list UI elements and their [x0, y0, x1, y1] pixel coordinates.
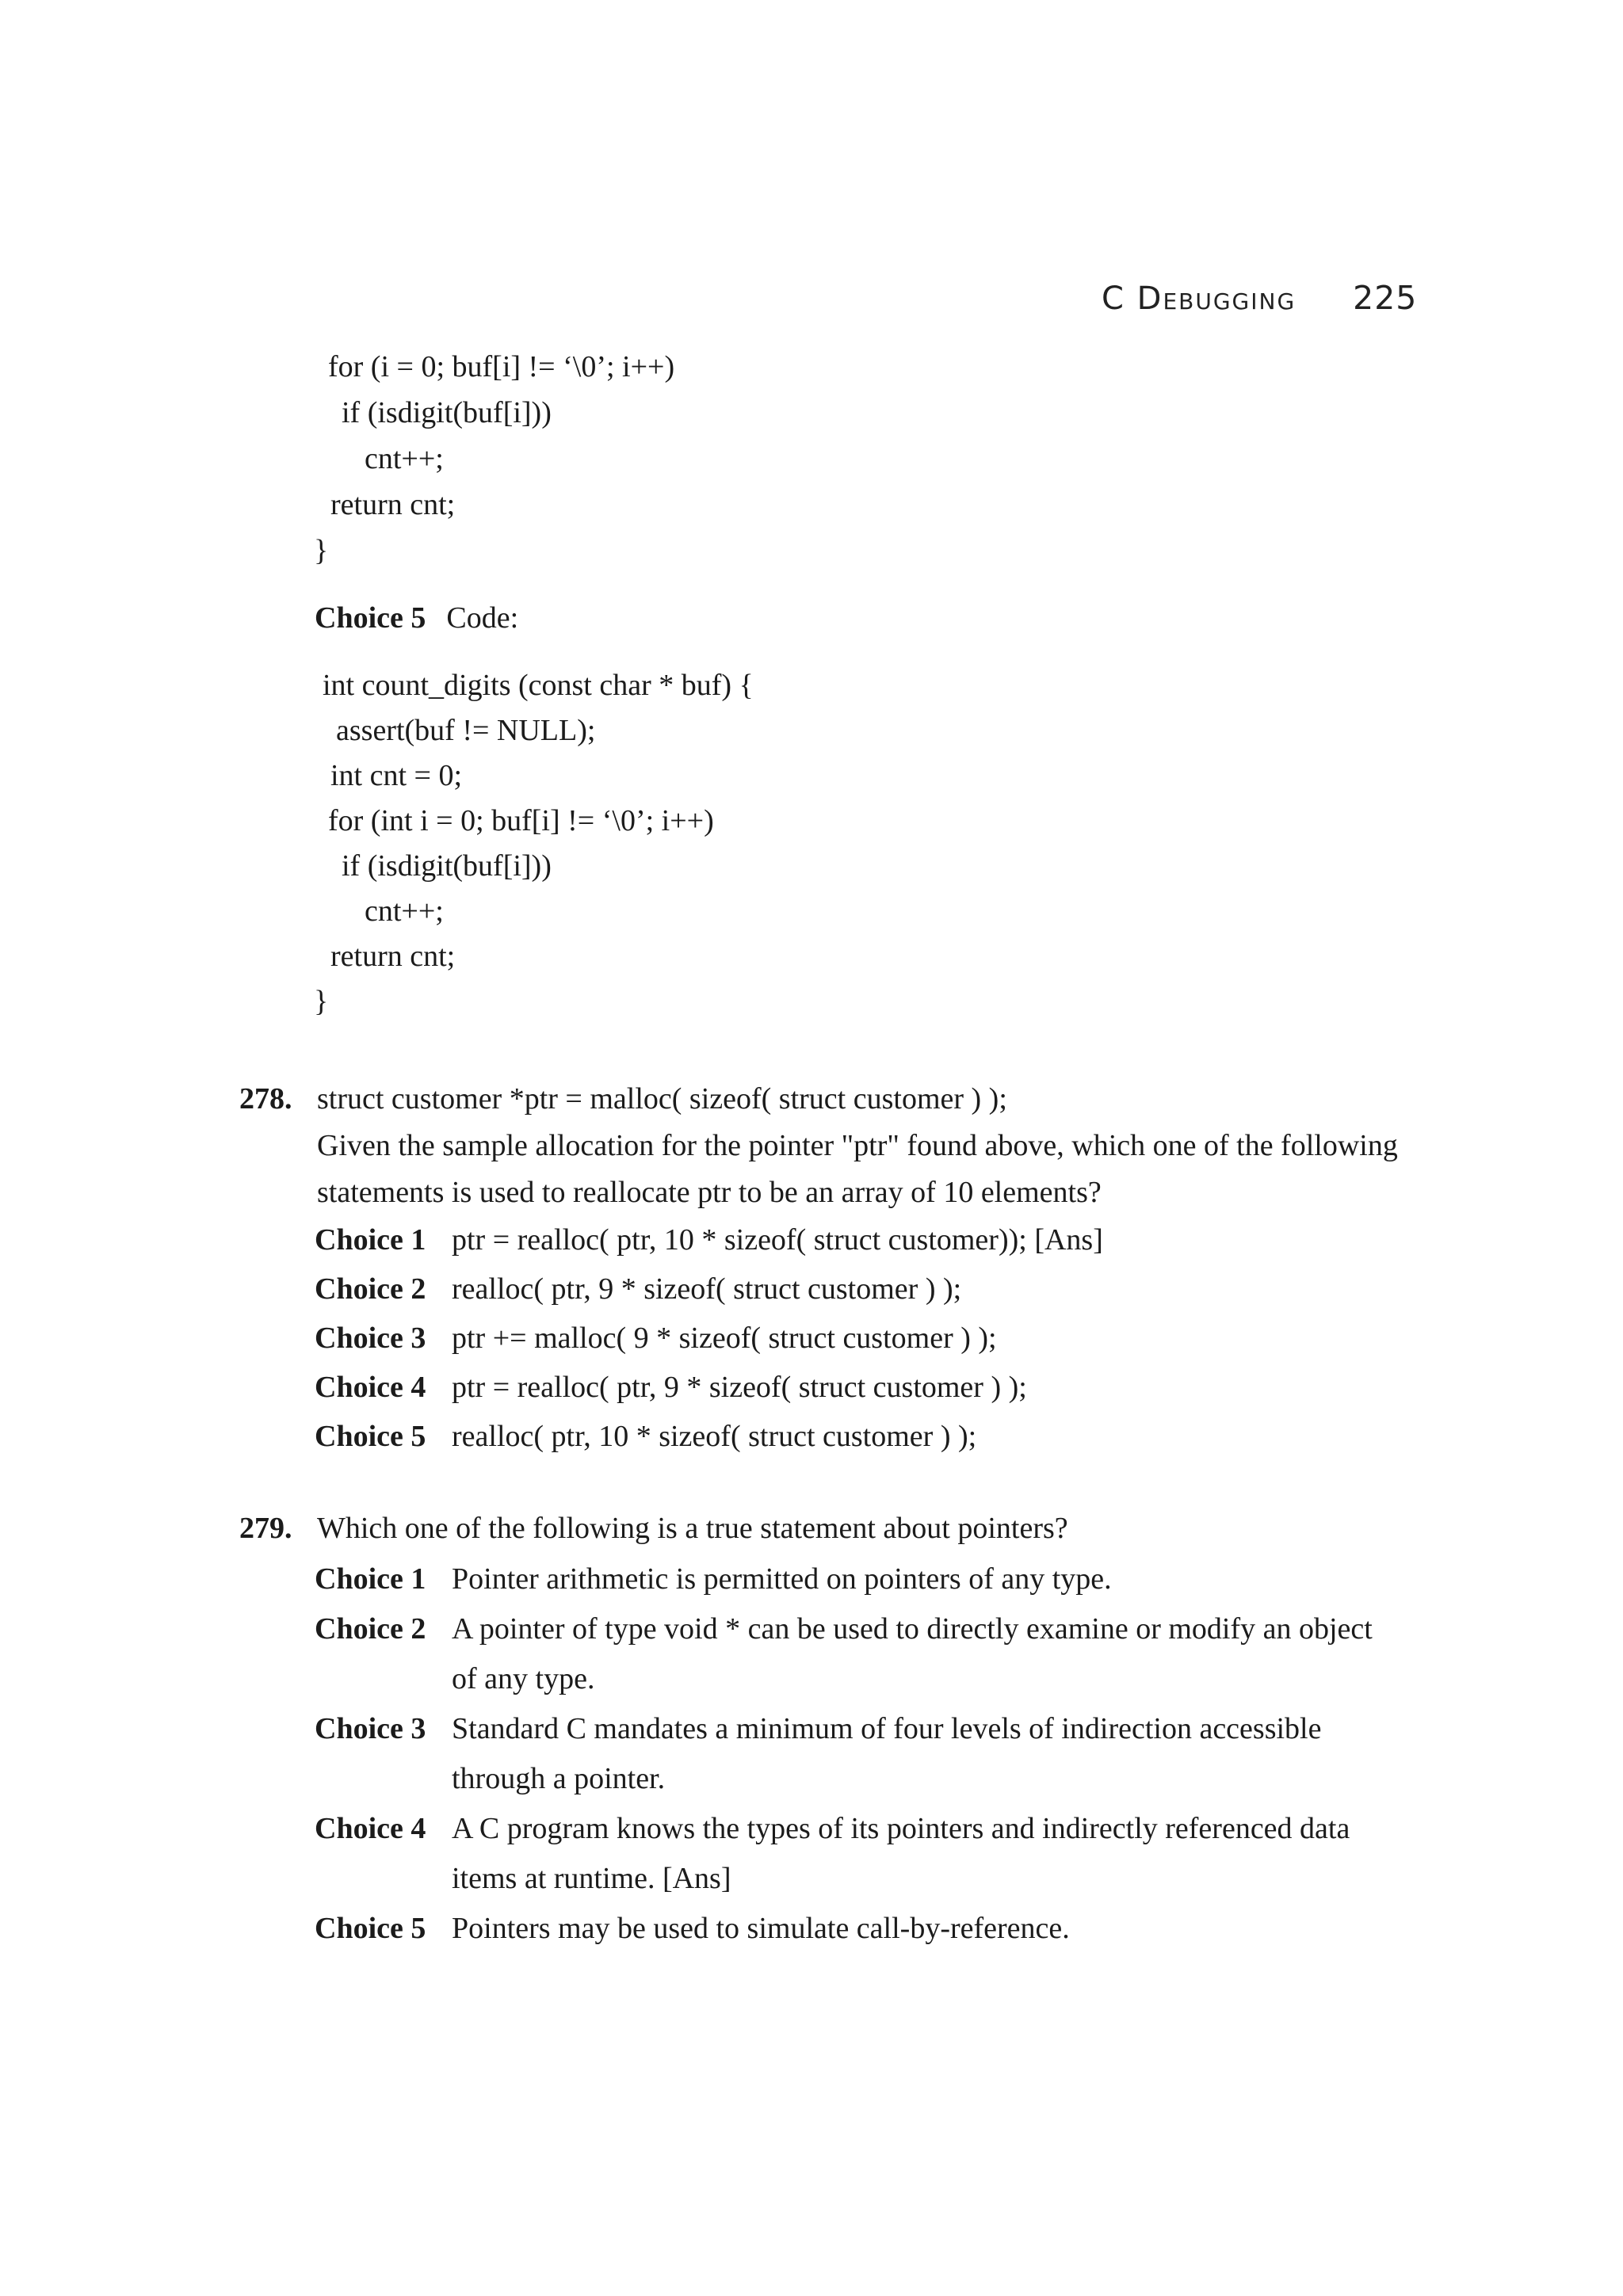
choice-label: Choice 1: [315, 1562, 426, 1596]
choice-text-line: Pointers may be used to simulate call-by-reference.: [452, 1912, 1070, 1945]
choice-row: [315, 1604, 1373, 1704]
code-line: if (isdigit(buf[i])): [342, 396, 552, 429]
choice-row: [315, 1264, 1103, 1314]
code-line: assert(buf != NULL);: [336, 714, 596, 747]
choice-label: Choice 5: [315, 1912, 426, 1945]
choice-text: ptr = realloc( ptr, 10 * sizeof( struct customer)); [Ans]: [452, 1223, 1103, 1257]
code-line: cnt++;: [365, 442, 444, 475]
choice-text-line: Pointer arithmetic is permitted on pointers of any type.: [452, 1562, 1112, 1596]
choice-text: Code:: [446, 601, 519, 635]
choice-row: [315, 1904, 1373, 1954]
choice-text-line: through a pointer.: [452, 1762, 666, 1795]
question-code-line: struct customer *ptr = malloc( sizeof( struct customer ) );: [317, 1082, 1007, 1116]
choice-label: Choice 2: [315, 1612, 426, 1646]
code-line: for (int i = 0; buf[i] != ‘\0’; i++): [328, 804, 714, 837]
choice-text-line: A C program knows the types of its pointers and indirectly referenced data: [452, 1812, 1350, 1845]
choice-text: realloc( ptr, 10 * sizeof( struct customer ) );: [452, 1420, 977, 1453]
question-body: [317, 1505, 1068, 1552]
choice-label: Choice 4: [315, 1812, 426, 1845]
code-block-prev-choice: [314, 344, 674, 574]
question-prompt-line: Given the sample allocation for the pointer "ptr" found above, which one of the following: [317, 1129, 1398, 1162]
choice-text-line: items at runtime. [Ans]: [452, 1862, 731, 1895]
choice-row: [315, 1412, 1103, 1461]
choice-label: Choice 5: [315, 1420, 426, 1453]
choice-text: ptr = realloc( ptr, 9 * sizeof( struct customer ) );: [452, 1371, 1027, 1404]
choice-label: Choice 2: [315, 1272, 426, 1306]
code-line: if (isdigit(buf[i])): [342, 849, 552, 883]
choice-row: [315, 1704, 1373, 1804]
code-block-choice-5: [314, 663, 754, 1024]
choice-label: Choice 4: [315, 1371, 426, 1404]
code-line: for (i = 0; buf[i] != ‘\0’; i++): [328, 350, 675, 383]
question-279: [239, 1505, 1068, 1552]
choice-label: Choice 3: [315, 1712, 426, 1745]
choice-label: Choice 3: [315, 1322, 426, 1355]
question-number: 278.: [239, 1082, 292, 1116]
choice-text: realloc( ptr, 9 * sizeof( struct customer ) );: [452, 1272, 962, 1306]
choice-text-line: A pointer of type void * can be used to directly examine or modify an object: [452, 1612, 1373, 1646]
code-line: int count_digits (const char * buf) {: [323, 669, 754, 702]
choice-row: [315, 1314, 1103, 1363]
code-line: }: [314, 985, 329, 1018]
choice-text: [452, 1804, 1350, 1904]
choice-5-code-heading: [315, 599, 518, 637]
choice-row: [315, 1804, 1373, 1904]
code-line: return cnt;: [330, 488, 456, 521]
choice-text: [452, 1904, 1070, 1954]
choice-row: [315, 1363, 1103, 1412]
question-279-choices: [315, 1554, 1373, 1954]
choice-text-line: of any type.: [452, 1662, 595, 1695]
page-number: 225: [1353, 279, 1418, 317]
code-line: cnt++;: [365, 894, 444, 928]
question-number: 279.: [239, 1512, 292, 1545]
chapter-title: C Debugging: [1102, 280, 1296, 317]
choice-row: [315, 1554, 1373, 1604]
question-prompt-line: statements is used to reallocate ptr to be an array of 10 elements?: [317, 1176, 1102, 1209]
choice-row: [315, 1215, 1103, 1264]
choice-label: Choice 5: [315, 601, 426, 635]
question-278: [239, 1076, 1398, 1216]
question-body: [317, 1076, 1398, 1216]
choice-label: Choice 1: [315, 1223, 426, 1257]
choice-text: [452, 1604, 1373, 1704]
choice-text: [452, 1554, 1112, 1604]
choice-text: [452, 1704, 1321, 1804]
choice-text-line: Standard C mandates a minimum of four levels of indirection accessible: [452, 1712, 1322, 1745]
choice-text: ptr += malloc( 9 * sizeof( struct customer ) );: [452, 1322, 997, 1355]
code-line: }: [314, 534, 329, 567]
question-prompt-line: Which one of the following is a true statement about pointers?: [317, 1512, 1068, 1545]
code-line: int cnt = 0;: [330, 759, 463, 792]
running-head: [1102, 279, 1417, 317]
question-278-choices: [315, 1215, 1103, 1461]
code-line: return cnt;: [330, 940, 456, 973]
